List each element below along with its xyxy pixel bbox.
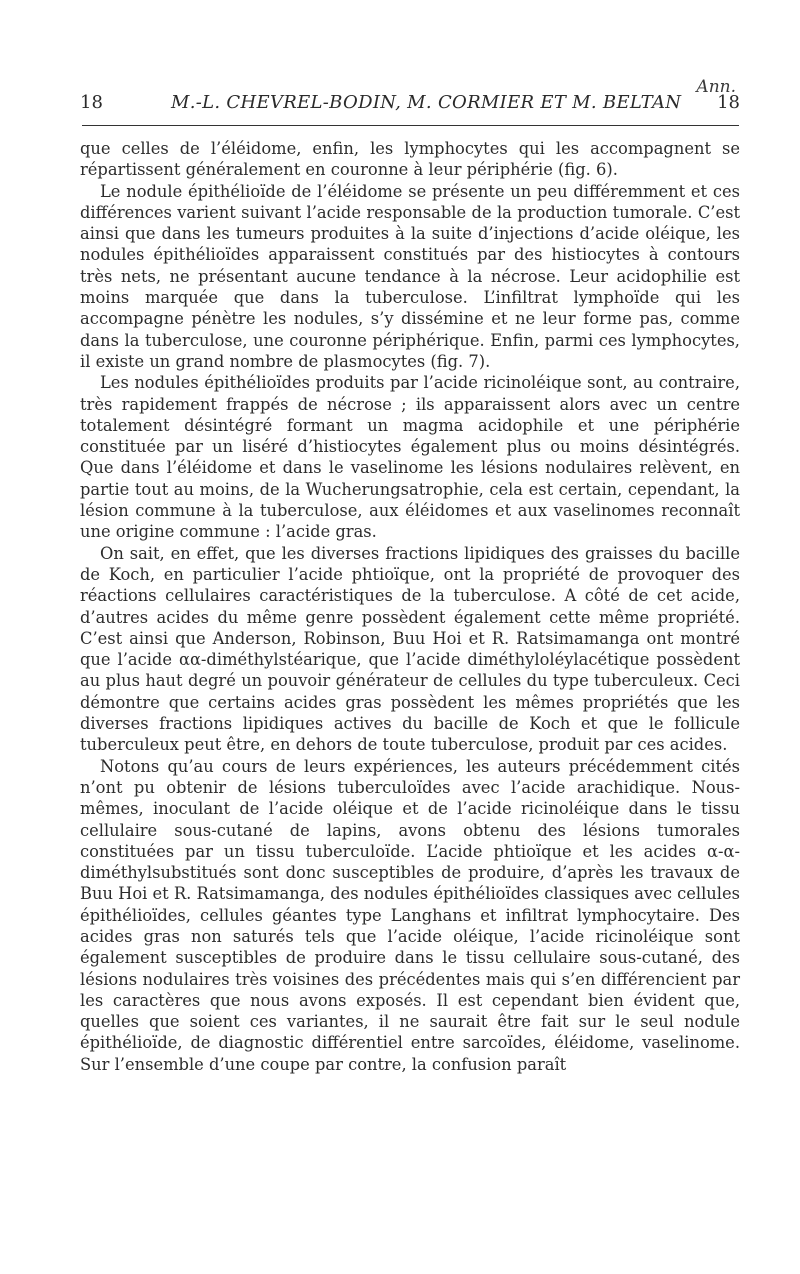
page-number-left: 18 (80, 92, 103, 113)
paragraph: que celles de l’éléidome, enfin, les lymphocytes qui les accompagnent se répartissent généralement en couronne à leur périphérie (fig. 6). (80, 139, 740, 180)
paragraph: Notons qu’au cours de leurs expériences, les auteurs précédemment cités n’ont pu obtenir de lésions tuberculoïdes avec l’acide arachidique. Nous-mêmes, inoculant de l’acide oléique et de l’acide ricinoléique dans le tissu cellulaire sous-cutané de lapins, avons obtenu des lésions tumorales constituées par un tissu tuberculoïde. L’acide phtioïque et les acides α-α-diméthylsubstitués sont donc susceptibles de produire, d’après les travaux de Buu Hoi et R. Ratsimamanga, des nodules épithélioïdes classiques avec cellules épithélioïdes, cellules géantes type Langhans et infiltrat lymphocytaire. Des acides gras non saturés tels que l’acide oléique, l’acide ricinoléique sont également susceptibles de produire dans le tissu cellulaire sous-cutané, des lésions nodulaires très voisines des précédentes mais qui s’en différencient par les caractères que nous avons exposés. Il est cependant bien évident que, quelles que soient ces variantes, il ne saurait être fait sur le seul nodule épithélioïde, de diagnostic différentiel entre sarcoïdes, éléidome, vaselinome. Sur l’ensemble d’une coupe par contre, la confusion paraît (80, 756, 740, 1074)
header-rule (82, 125, 739, 126)
paragraph: Le nodule épithélioïde de l’éléidome se présente un peu différemment et ces différences varient suivant l’acide responsable de la production tumorale. C’est ainsi que dans les tumeurs produites à la suite d’injections d’acide oléique, les nodules épithélioïdes apparaissent constitués par des histiocytes à contours très nets, ne présentant aucune tendance à la nécrose. Leur acidophilie est moins marquée que dans la tuberculose. L’infiltrat lymphoïde qui les accompagne pénètre les nodules, s’y dissémine et ne leur forme pas, comme dans la tuberculose, une couronne périphérique. Enfin, parmi ces lymphocytes, il existe un grand nombre de plasmocytes (fig. 7). (80, 181, 740, 371)
paragraph: Les nodules épithélioïdes produits par l’acide ricinoléique sont, au contraire, très rapidement frappés de nécrose ; ils apparaissent alors avec un centre totalement désintégré formant un magma acidophile et une périphérie constituée par un liséré d’histiocytes également plus ou moins désintégrés. Que dans l’éléidome et dans le vaselinome les lésions nodulaires relèvent, en partie tout au moins, de la Wucherungsatrophie, cela est certain, cependant, la lésion commune à la tuberculose, aux éléidomes et aux vaselinomes reconnaît une origine commune : l’acide gras. (80, 373, 740, 542)
running-header-authors: M.-L. CHEVREL-BODIN, M. CORMIER ET M. BELTAN (171, 92, 682, 113)
page-number-right: 18 (717, 92, 740, 113)
running-header (80, 92, 740, 116)
body-text (80, 138, 740, 1075)
paragraph: On sait, en effet, que les diverses fractions lipidiques des graisses du bacille de Koch, en particulier l’acide phtioïque, ont la propriété de provoquer des réactions cellulaires caractéristiques de la tuberculose. A côté de cet acide, d’autres acides du même genre possèdent également cette même propriété. C’est ainsi que Anderson, Robinson, Buu Hoi et R. Ratsimamanga ont montré que l’acide αα-diméthylstéarique, que l’acide diméthyloléylacétique possèdent au plus haut degré un pouvoir générateur de cellules du type tuberculeux. Ceci démontre que certains acides gras possèdent les mêmes propriétés que les diverses fractions lipidiques actives du bacille de Koch et que le follicule tuberculeux peut être, en dehors de toute tuberculose, produit par ces acides. (80, 543, 740, 755)
margin-annotation: Ann. (696, 77, 736, 97)
